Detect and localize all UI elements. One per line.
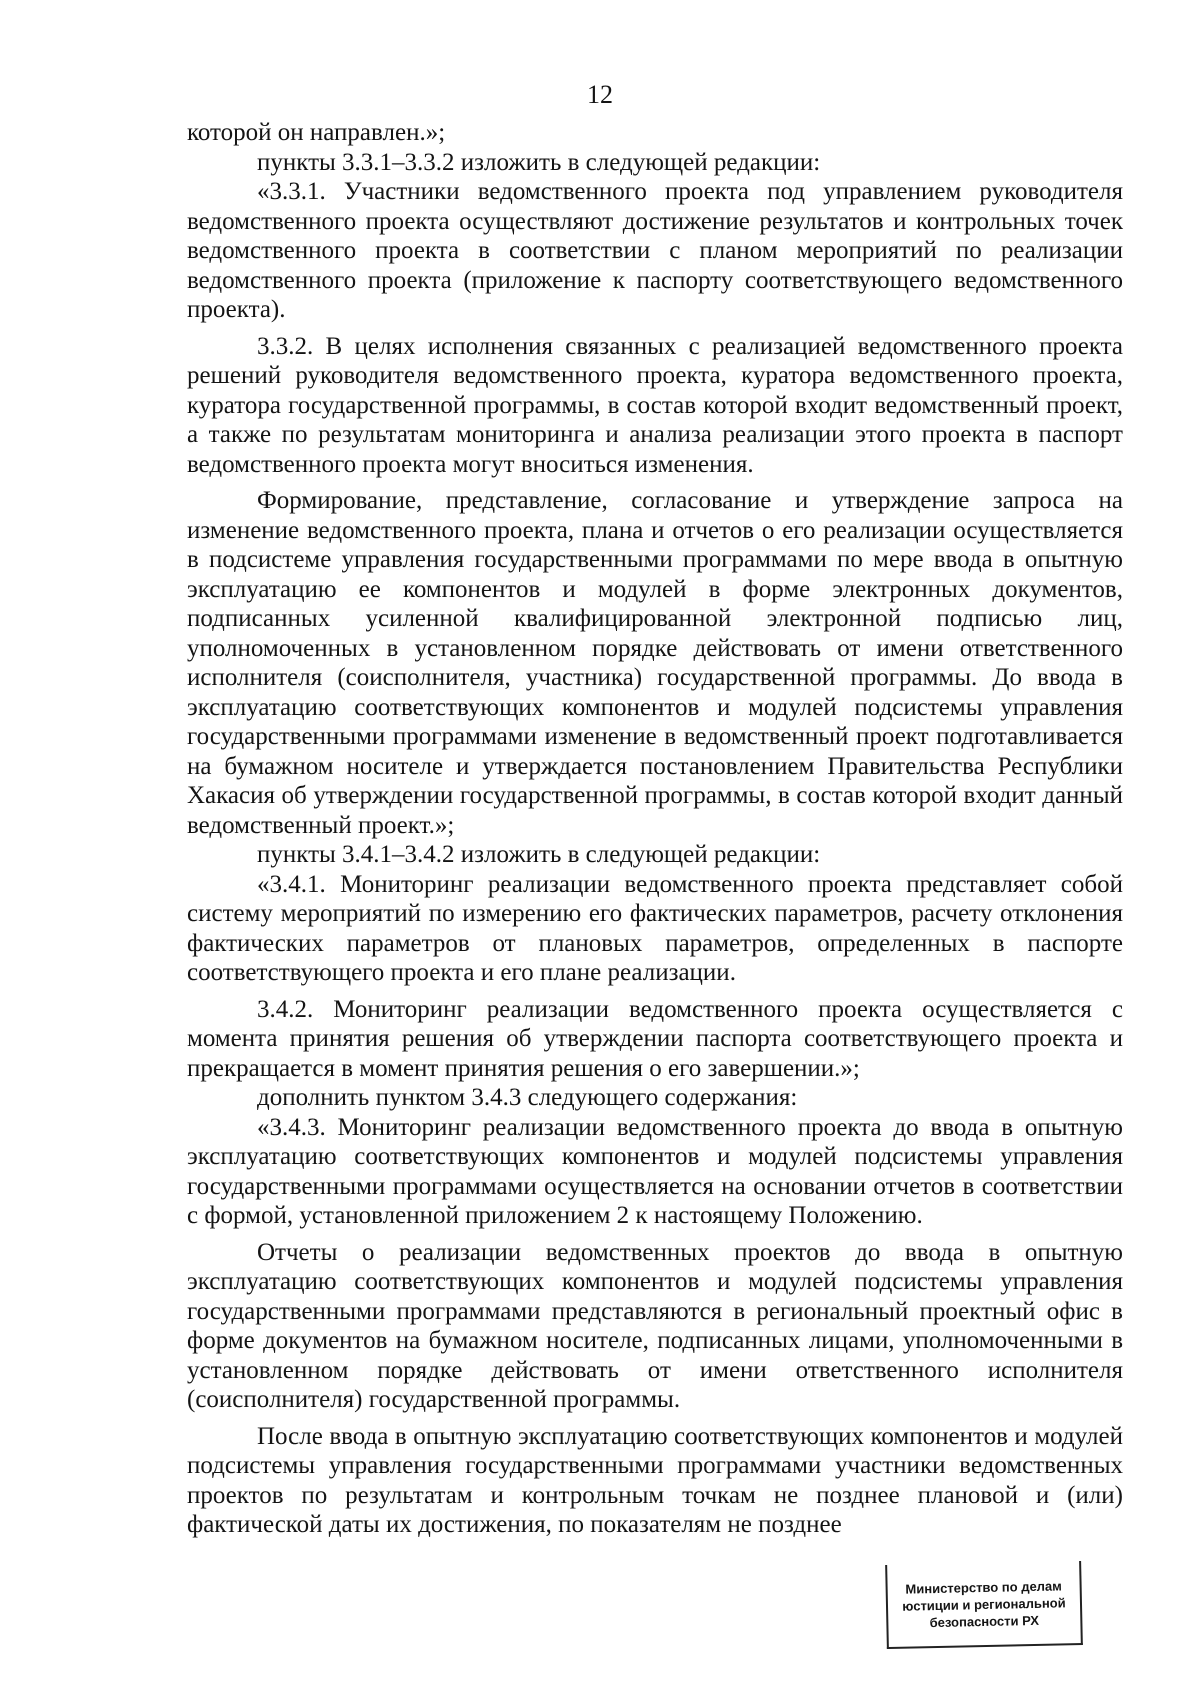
ministry-stamp bbox=[885, 1561, 1083, 1649]
paragraph-3-4-1: «3.4.1. Мониторинг реализации ведомственного проекта представляет собой систему мероприятий по измерению его фактических параметров, расчету отклонения фактических параметров от плановых параметров, определенных в паспорте соответствующего проекта и его плане реализации. bbox=[187, 870, 1123, 986]
page-number: 12 bbox=[587, 80, 613, 109]
stamp-line: Министерство по делам bbox=[905, 1577, 1062, 1597]
stamp-line: безопасности РХ bbox=[929, 1612, 1040, 1630]
paragraph-reports: Отчеты о реализации ведомственных проектов до ввода в опытную эксплуатацию соответствующих компонентов и модулей подсистемы управления государственными программами представляются в региональный проектный офис в форме документов на бумажном носителе, подписанных лицами, уполномоченными в установленном порядке действовать от имени ответственного исполнителя (соисполнителя) государственной программы. bbox=[187, 1238, 1123, 1413]
paragraph-instruction-3-4: пункты 3.4.1–3.4.2 изложить в следующей редакции: bbox=[257, 841, 821, 868]
body-text bbox=[187, 118, 1123, 1540]
paragraph-3-3-1: «3.3.1. Участники ведомственного проекта под управлением руководителя ведомственного проекта осуществляют достижение результатов и контрольных точек ведомственного проекта в соответствии с планом мероприятий по реализации ведомственного проекта (приложение к паспорту соответствующего ведомственного проекта). bbox=[187, 178, 1123, 323]
paragraph-3-4-2: 3.4.2. Мониторинг реализации ведомственного проекта осуществляется с момента принятия решения об утверждении паспорта соответствующего проекта и прекращается в момент принятия решения о его завершении.»; bbox=[187, 995, 1123, 1082]
paragraph-formation: Формирование, представление, согласование и утверждение запроса на изменение ведомственного проекта, плана и отчетов о его реализации осуществляется в подсистеме управления государственными программами по мере ввода в опытную эксплуатацию ее компонентов и модулей в форме электронных документов, подписанных усиленной квалифицированной электронной подписью лиц, уполномоченных в установленном порядке действовать от имени ответственного исполнителя (соисполнителя, участника) государственной программы. До ввода в эксплуатацию соответствующих компонентов и модулей подсистемы управления государственными программами изменение в ведомственный проект подготавливается на бумажном носителе и утверждается постановлением Правительства Республики Хакасия об утверждении государственной программы, в состав которой входит данный ведомственный проект.»; bbox=[187, 487, 1123, 839]
paragraph-after-launch: После ввода в опытную эксплуатацию соответствующих компонентов и модулей подсистемы управления государственными программами участники ведомственных проектов по результатам и контрольным точкам не позднее плановой и (или) фактической даты их достижения, по показателям не позднее bbox=[187, 1422, 1123, 1538]
paragraph-instruction-3-4-3: дополнить пунктом 3.4.3 следующего содержания: bbox=[257, 1084, 798, 1111]
paragraph-3-3-2: 3.3.2. В целях исполнения связанных с реализацией ведомственного проекта решений руководителя ведомственного проекта, куратора ведомственного проекта, куратора государственной программы, в состав которой входит ведомственный проект, а также по результатам мониторинга и анализа реализации этого проекта в паспорт ведомственного проекта могут вноситься изменения. bbox=[187, 332, 1123, 478]
stamp-line: юстиции и региональной bbox=[902, 1594, 1066, 1614]
paragraph-3-4-3: «3.4.3. Мониторинг реализации ведомственного проекта до ввода в опытную эксплуатацию соответствующих компонентов и модулей подсистемы управления государственными программами осуществляется на основании отчетов в соответствии с формой, установленной приложением 2 к настоящему Положению. bbox=[187, 1113, 1123, 1229]
paragraph-continuation: которой он направлен.»; bbox=[187, 119, 446, 146]
paragraph-instruction-3-3: пункты 3.3.1–3.3.2 изложить в следующей редакции: bbox=[257, 148, 821, 176]
